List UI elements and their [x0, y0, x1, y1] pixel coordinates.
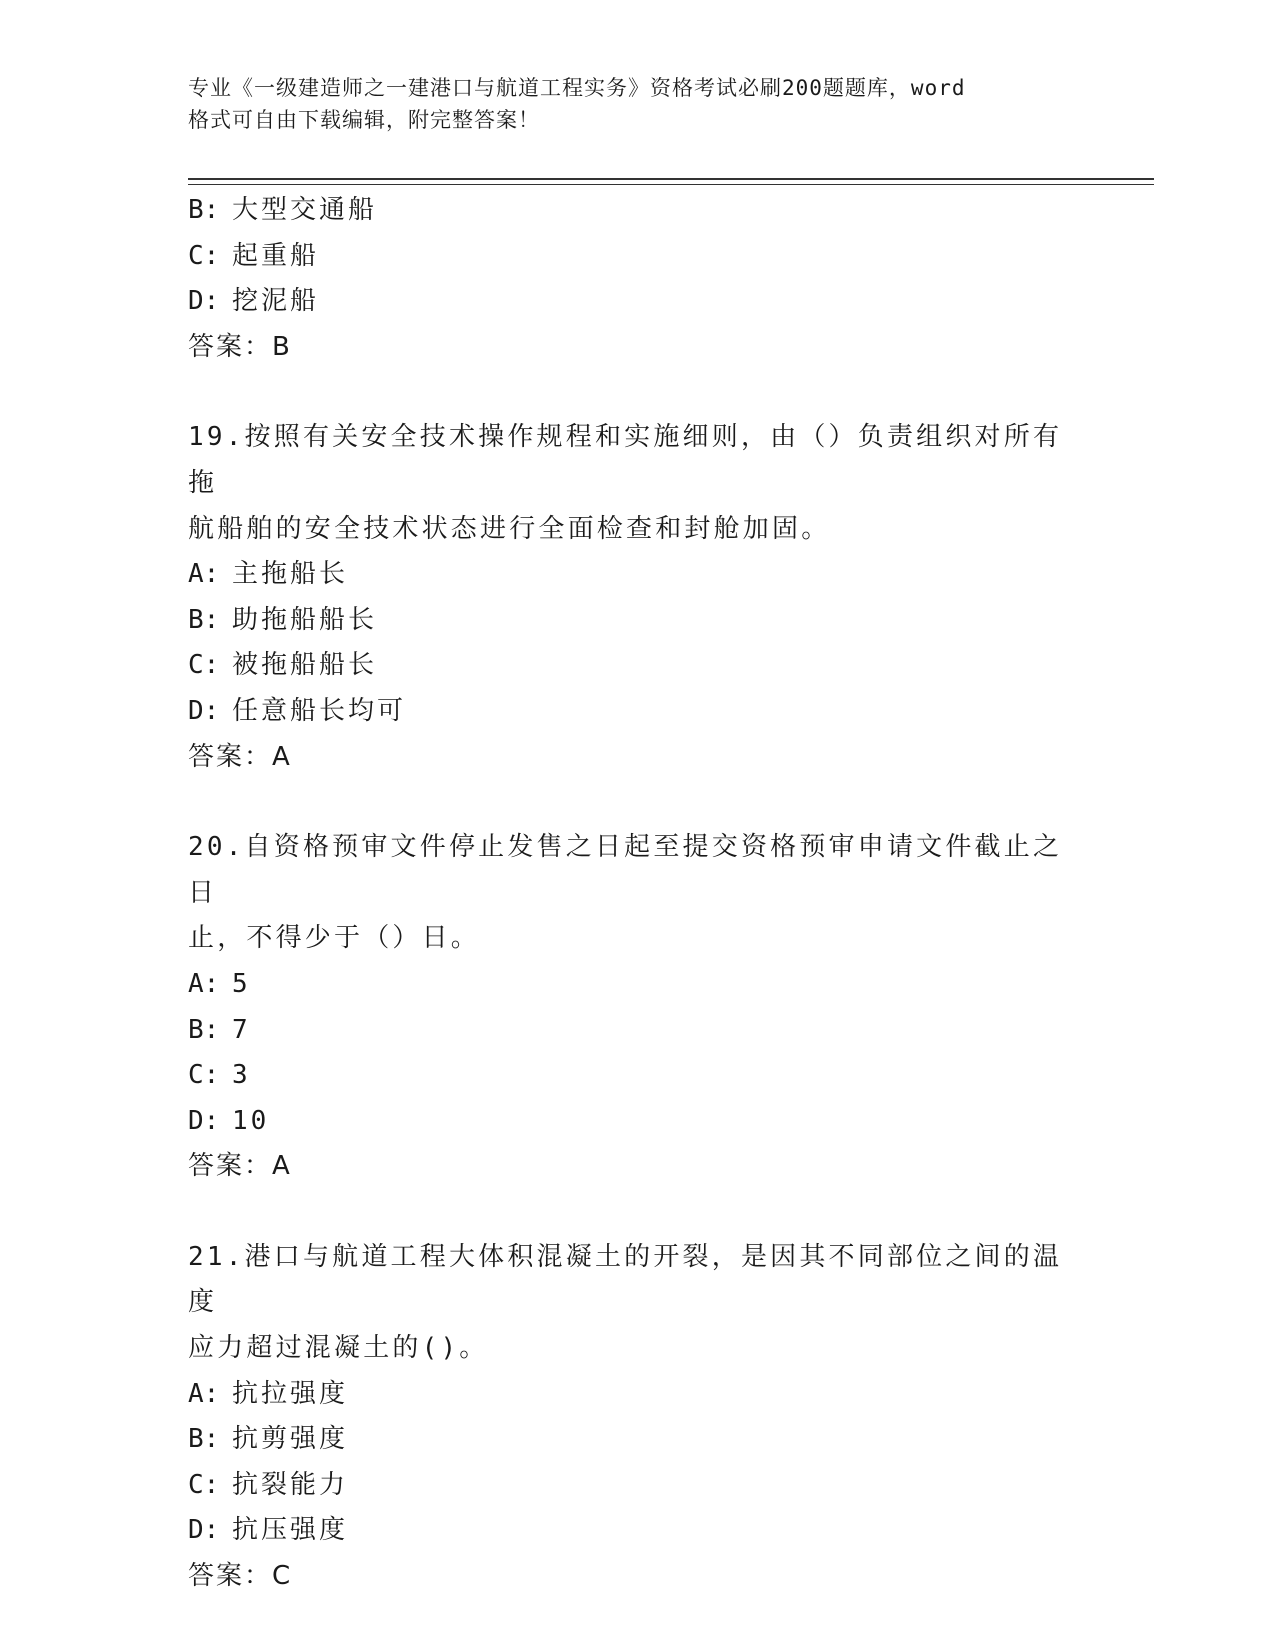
option-b: B: 7	[188, 1014, 251, 1045]
question-list	[188, 188, 1088, 1600]
prev-question	[188, 188, 1088, 370]
document-header	[188, 72, 1068, 136]
header-divider	[188, 178, 1154, 185]
option-c: C: 3	[188, 1060, 251, 1091]
option-b: B: 大型交通船	[188, 195, 378, 225]
answer-line: 答案：A	[188, 1151, 292, 1182]
option-b: B: 抗剪强度	[188, 1424, 349, 1455]
option-d: D: 挖泥船	[188, 286, 320, 317]
header-line-2: 格式可自由下载编辑，附完整答案！	[188, 108, 540, 132]
question-stem-line: 21.港口与航道工程大体积混凝土的开裂，是因其不同部位之间的温度	[188, 1241, 1063, 1318]
answer-line: 答案：A	[188, 741, 292, 772]
question-stem-line: 航船舶的安全技术状态进行全面检查和封舱加固。	[188, 513, 831, 544]
option-d: D: 10	[188, 1105, 270, 1136]
question-19	[188, 415, 1088, 780]
option-c: C: 被拖船船长	[188, 650, 378, 681]
answer-line: 答案：C	[188, 1561, 293, 1592]
option-a: A: 主拖船长	[188, 559, 349, 590]
option-c: C: 起重船	[188, 240, 320, 271]
option-a: A: 抗拉强度	[188, 1378, 349, 1409]
question-stem-line: 19.按照有关安全技术操作规程和实施细则，由（）负责组织对所有拖	[188, 422, 1063, 498]
question-stem-line: 20.自资格预审文件停止发售之日起至提交资格预审申请文件截止之日	[188, 832, 1063, 908]
header-line-1: 专业《一级建造师之一建港口与航道工程实务》资格考试必刷200题题库，word	[188, 76, 966, 100]
answer-line: 答案：B	[188, 331, 292, 362]
question-21	[188, 1235, 1088, 1600]
option-c: C: 抗裂能力	[188, 1469, 349, 1500]
question-stem-line: 应力超过混凝土的()。	[188, 1333, 489, 1364]
option-d: D: 抗压强度	[188, 1515, 349, 1546]
option-a: A: 5	[188, 968, 251, 999]
option-d: D: 任意船长均可	[188, 695, 407, 726]
question-20	[188, 825, 1088, 1190]
question-stem-line: 止，不得少于（）日。	[188, 923, 481, 954]
option-b: B: 助拖船船长	[188, 604, 378, 635]
